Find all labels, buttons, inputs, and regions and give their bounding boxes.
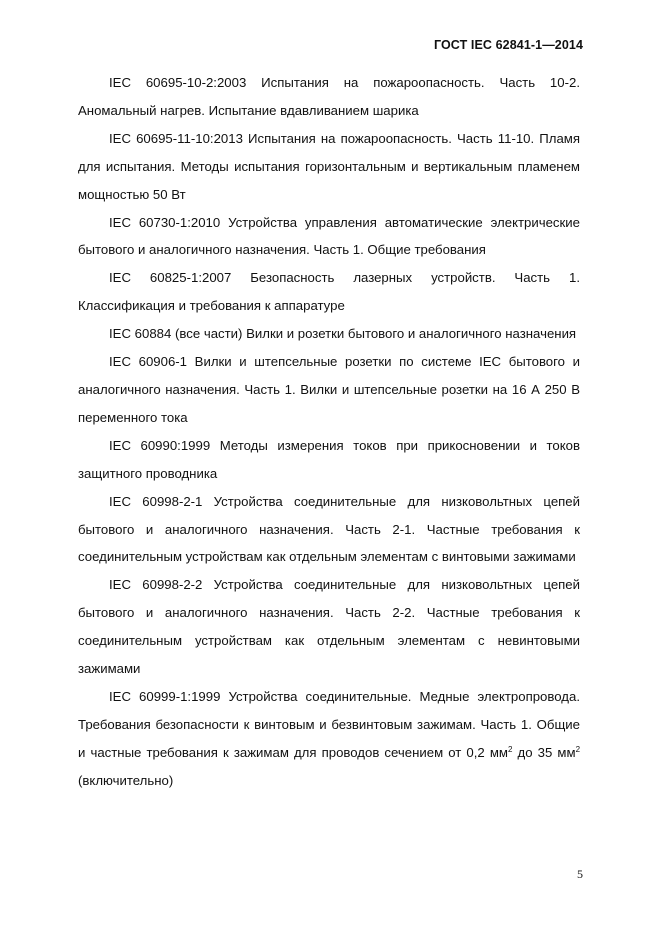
reference-iec-60884: IEC 60884 (все части) Вилки и розетки бытового и аналогичного назначения (109, 326, 577, 342)
superscript-exponent: 2 (575, 744, 581, 754)
normative-references-list (78, 69, 580, 795)
reference-iec-60906-1: IEC 60906-1 Вилки и штепсельные розетки по системе IEC бытового и аналогичного назначения. Часть 1. Вилки и штепсельные розетки на 16 А 250 В переменного тока (78, 354, 580, 425)
reference-iec-60990: IEC 60990:1999 Методы измерения токов при прикосновении и токов защитного проводника (78, 437, 580, 481)
page-number: 5 (577, 867, 583, 881)
reference-iec-60998-2-1: IEC 60998-2-1 Устройства соединительные для низковольтных цепей бытового и аналогичного назначения. Часть 2-1. Частные требования к соединительным устройствам как отдельным элементам с винтовыми зажимами (78, 493, 580, 565)
reference-iec-60825-1: IEC 60825-1:2007 Безопасность лазерных устройств. Часть 1. Классификация и требования к аппаратуре (78, 270, 580, 314)
reference-iec-60998-2-2: IEC 60998-2-2 Устройства соединительные для низковольтных цепей бытового и аналогичного назначения. Часть 2-2. Частные требования к соединительным устройствам как отдельным элементам с невинтовыми зажимами (78, 577, 580, 677)
reference-iec-60695-11-10: IEC 60695-11-10:2013 Испытания на пожароопасность. Часть 11-10. Пламя для испытания. Методы испытания горизонтальным и вертикальным пламенем мощностью 50 Вт (78, 130, 580, 202)
reference-iec-60695-10-2: IEC 60695-10-2:2003 Испытания на пожароопасность. Часть 10-2. Аномальный нагрев. Испытание вдавливанием шарика (78, 75, 580, 118)
reference-iec-60999-1 (78, 683, 580, 795)
reference-text-part: (включительно) (78, 772, 174, 788)
document-header-standard-id: ГОСТ IEC 62841-1—2014 (433, 38, 583, 52)
reference-text-part: IEC 60999-1:1999 Устройства соединительные. Медные электропровода. Требования безопасности к винтовым и безвинтовым зажимам. Часть 1. Общие и частные требования к зажимам для проводов сечением от 0,2 мм (78, 688, 580, 760)
reference-iec-60730-1: IEC 60730-1:2010 Устройства управления автоматические электрические бытового и аналогичного назначения. Часть 1. Общие требования (78, 214, 580, 258)
reference-text-part: до 35 мм (512, 744, 576, 760)
superscript-exponent: 2 (508, 744, 513, 754)
